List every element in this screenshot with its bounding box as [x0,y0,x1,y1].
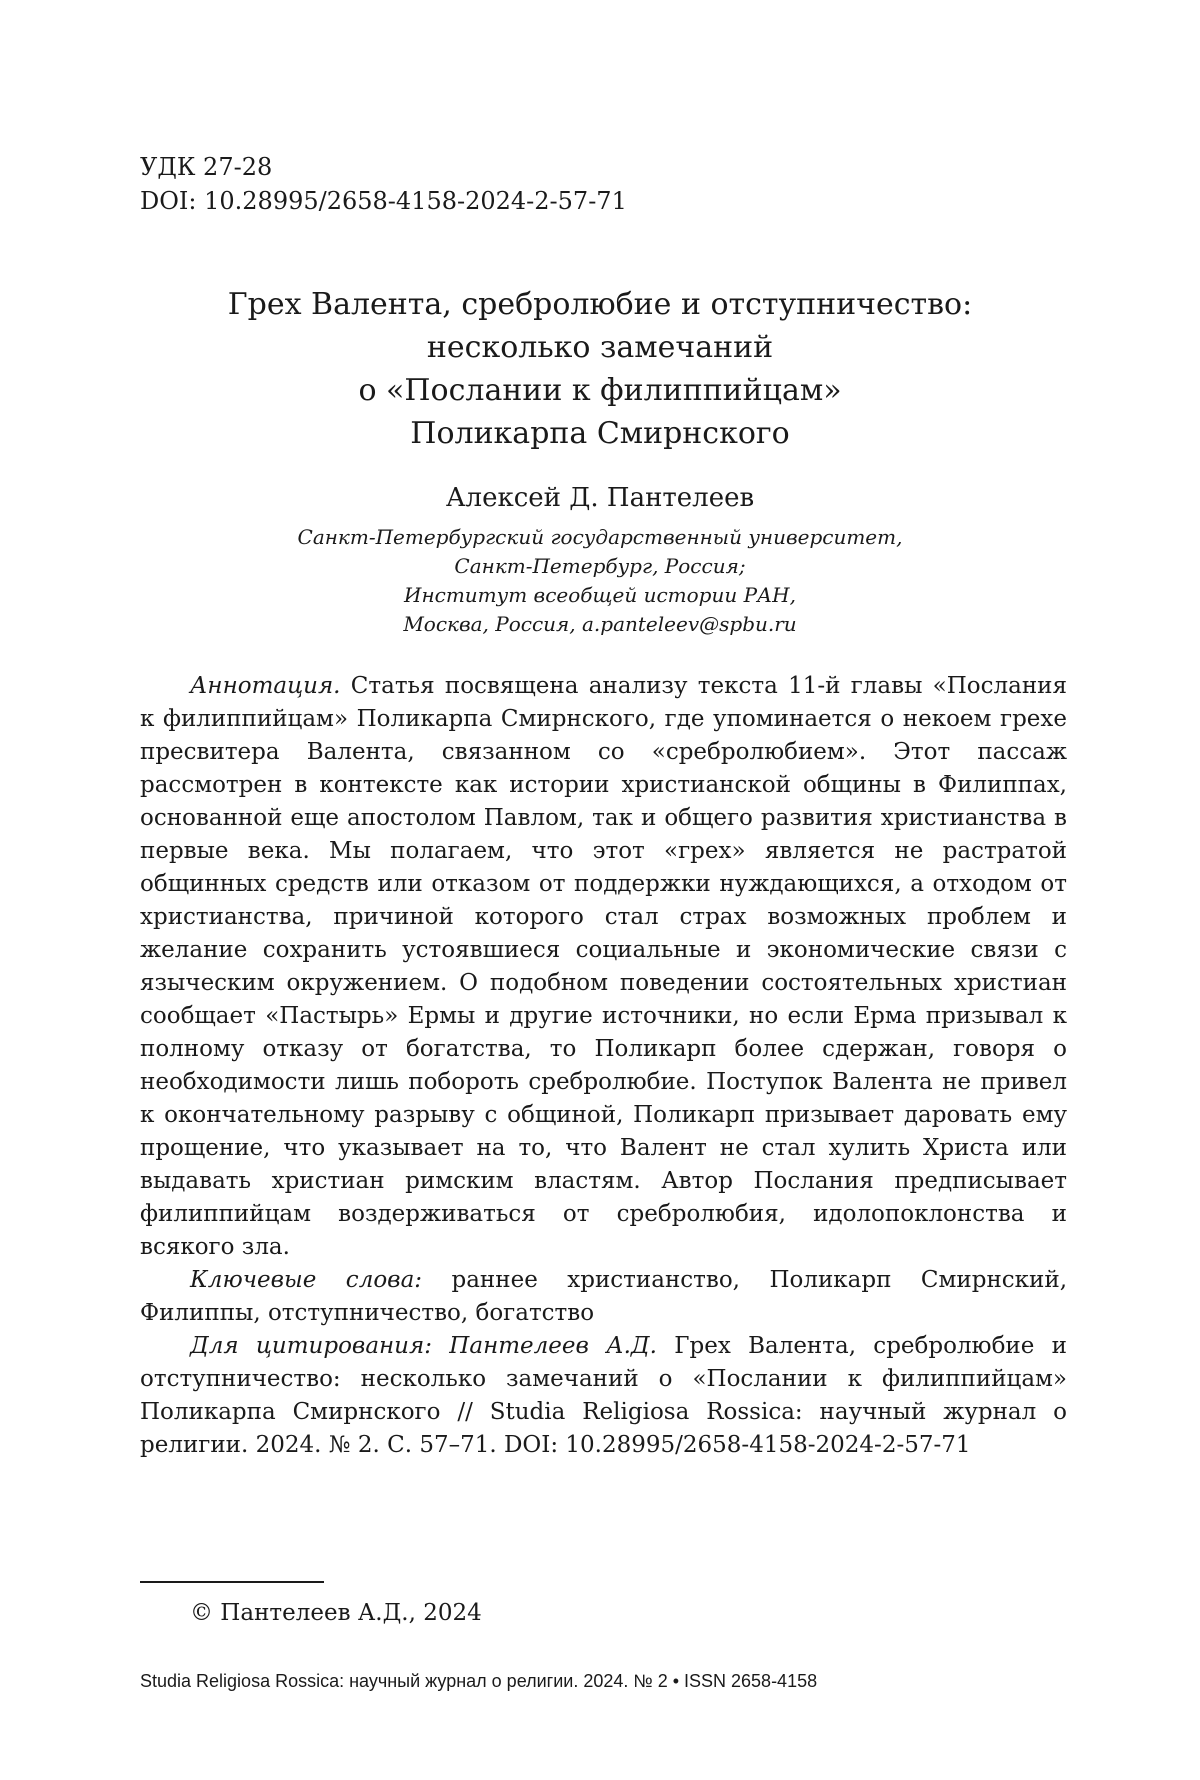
udk-code: УДК 27-28 [140,153,273,181]
citation-paragraph [140,1330,1067,1462]
article-metadata [140,150,627,218]
author-name: Алексей Д. Пантелеев [445,483,755,513]
affiliation-line: Институт всеобщей истории РАН, [404,583,796,607]
affiliation-line: Санкт-Петербургский государственный университет, [297,525,903,549]
footnote-divider [140,1581,324,1583]
citation-label: Для цитирования: [190,1333,432,1359]
title-line: о «Послании к филиппийцам» [358,373,842,408]
keywords-label: Ключевые слова: [190,1267,423,1293]
abstract-text: Статья посвящена анализу текста 11-й главы «Послания к филиппийцам» Поликарпа Смирнского, где упоминается о некоем грехе пресвитера Валента, связанном со «сребролюбием». Этот пассаж рассмотрен в контексте как истории христианской общины в Филиппах, основанной еще апостолом Павлом, так и общего развития христианства в первые века. Мы полагаем, что этот «грех» является не растратой общинных средств или отказом от поддержки нуждающихся, а отходом от христианства, причиной которого стал страх возможных проблем и желание сохранить устоявшиеся социальные и экономические связи с языческим окружением. О подобном поведении состоятельных христиан сообщает «Пастырь» Ермы и другие источники, но если Ерма призывал к полному отказу от богатства, то Поликарп более сдержан, говоря о необходимости лишь побороть сребролюбие. Поступок Валента не привел к окончательному разрыву с общиной, Поликарп призывает даровать ему прощение, что указывает на то, что Валент не стал хулить Христа или выдавать христиан римским властям. Автор Послания предписывает филиппийцам воздерживаться от сребролюбия, идолопоклонства и всякого зла. [140,673,1068,1260]
article-front-matter [140,670,1067,1462]
affiliation-line: Москва, Россия, a.panteleev@spbu.ru [403,612,797,636]
citation-text: Грех Валента, сребролюбие и отступничество: несколько замечаний о «Послании к филиппийцам» Поликарпа Смирнского // Studia Religiosa Rossica: научный журнал о религии. 2024. № 2. С. 57–71. DOI: 10.28995/2658-4158-2024-2-57-71 [140,1333,1067,1458]
title-line: несколько замечаний [426,330,774,365]
copyright-notice: © Пантелеев А.Д., 2024 [190,1600,482,1626]
affiliation-line: Санкт-Петербург, Россия; [454,554,746,578]
author-affiliation [0,523,1200,639]
keywords-text: раннее христианство, Поликарп Смирнский, Филиппы, отступничество, богатство [140,1267,1068,1326]
title-line: Грех Валента, сребролюбие и отступничество: [227,287,973,322]
article-title [0,283,1200,455]
abstract-label: Аннотация. [190,673,341,699]
citation-author: Пантелеев А.Д. [449,1333,657,1359]
journal-footer: Studia Religiosa Rossica: научный журнал о религии. 2024. № 2 • ISSN 2658-4158 [140,1671,818,1691]
title-line: Поликарпа Смирнского [410,416,790,451]
abstract-paragraph [140,670,1067,1264]
keywords-paragraph [140,1264,1067,1330]
doi-identifier: DOI: 10.28995/2658-4158-2024-2-57-71 [140,187,627,215]
